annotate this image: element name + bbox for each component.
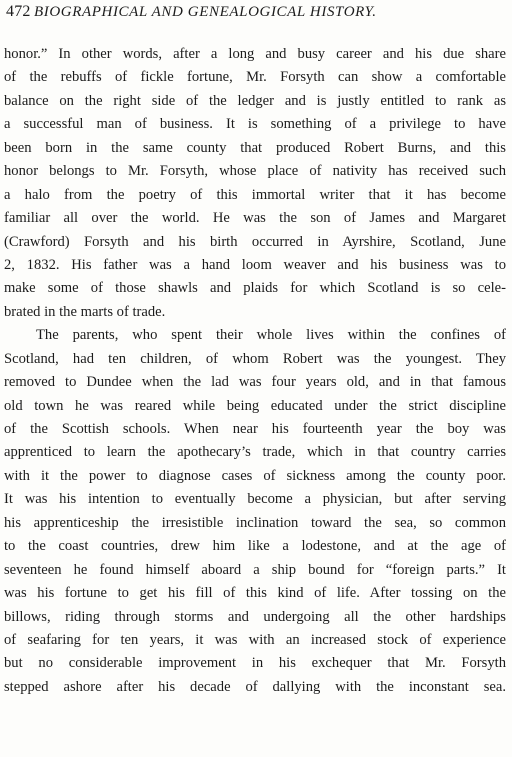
text-line: a halo from the poetry of this immortal writer that it has become [4,186,506,203]
paragraph-last-line: brated in the marts of trade. [4,303,166,320]
text-line: of seafaring for ten years, it was with an increased stock of experience [4,631,506,648]
text-line: old town he was reared while being educated under the strict discipline [4,397,506,414]
text-line: familiar all over the world. He was the son of James and Margaret [4,210,506,227]
text-line: but no considerable improvement in his exchequer that Mr. Forsyth [4,655,506,672]
text-line: to the coast countries, drew him like a lodestone, and at the age of [4,538,506,555]
text-line: seventeen he found himself aboard a ship bound for “foreign parts.” It [4,561,506,578]
text-line: of the Scottish schools. When near his fourteenth year the boy was [4,421,506,437]
text-line: a successful man of business. It is something of a privilege to have [4,116,506,133]
page-number: 472 [6,3,31,20]
text-line: (Crawford) Forsyth and his birth occurred in Ayrshire, Scotland, June [4,233,506,250]
text-line: his apprenticeship the irresistible inclination toward the sea, so common [4,514,506,531]
text-line: of the rebuffs of fickle fortune, Mr. Forsyth can show a comfortable [4,69,506,86]
paragraph-first-line: The parents, who spent their whole lives within the confines of [36,327,506,344]
text-line: honor.” In other words, after a long and busy career and his due share [4,46,506,62]
text-line: make some of those shawls and plaids for which Scotland is so cele- [4,280,506,297]
text-line: billows, riding through storms and undergoing all the other hardships [4,608,506,625]
text-line: with it the power to diagnose cases of sickness among the county poor. [4,467,506,484]
text-line: was his fortune to get his fill of this kind of life. After tossing on the [4,585,506,602]
text-line: removed to Dundee when the lad was four years old, and in that famous [4,374,506,391]
text-line: Scotland, had ten children, of whom Robert was the youngest. They [4,350,506,367]
running-title: BIOGRAPHICAL AND GENEALOGICAL HISTORY. [34,4,377,20]
text-line: It was his intention to eventually become a physician, but after serving [4,491,506,508]
text-line: balance on the right side of the ledger and is justly entitled to rank as [4,92,506,109]
text-line: apprenticed to learn the apothecary’s trade, which in that country carries [4,444,506,461]
running-head [6,1,506,23]
text-line: honor belongs to Mr. Forsyth, whose place of nativity has received such [4,163,506,180]
body-text [4,43,506,699]
text-line: 2, 1832. His father was a hand loom weaver and his business was to [4,256,506,273]
text-line: been born in the same county that produced Robert Burns, and this [4,139,506,156]
text-line: stepped ashore after his decade of dallying with the inconstant sea. [4,678,506,695]
